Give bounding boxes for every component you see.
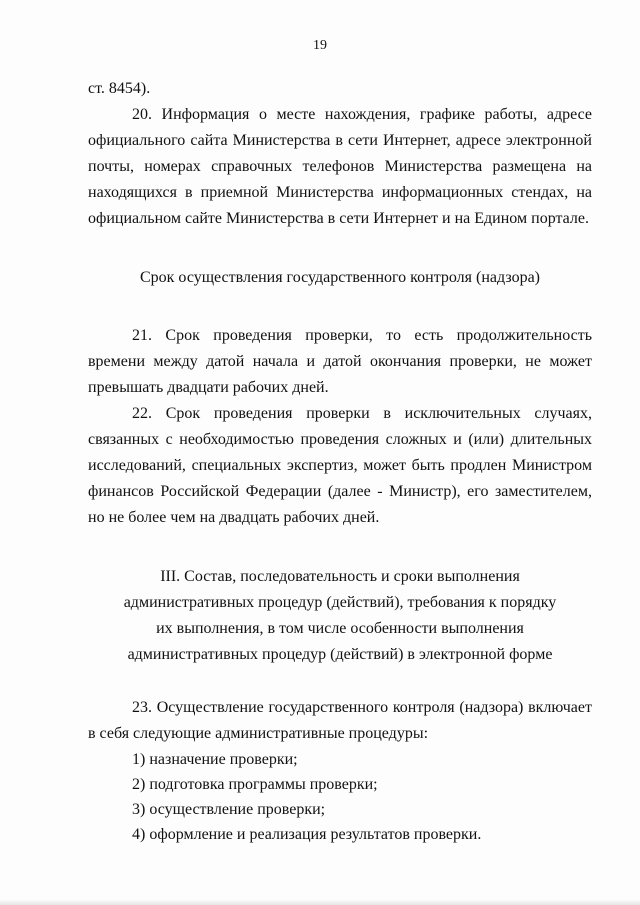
section-3-heading (88, 564, 592, 668)
paragraph-23: 23. Осуществление государственного контроля (надзора) включает в себя следующие административные процедуры: (88, 699, 592, 742)
page-content (88, 76, 592, 847)
heading-control-term: Срок осуществления государственного контроля (надзора) (139, 269, 541, 286)
paragraph-21: 21. Срок проведения проверки, то есть продолжительность времени между датой начала и датой окончания проверки, не может превышать двадцати рабочих дней. (88, 327, 592, 396)
section-3-heading-line: административных процедур (действий), требования к порядку (123, 594, 557, 611)
procedures-list (88, 747, 592, 847)
page-bottom-edge (0, 899, 640, 905)
section-3-heading-line: их выполнения, в том числе особенности выполнения (156, 620, 524, 637)
paragraph-continuation: ст. 8454). (88, 80, 151, 97)
list-item: 2) подготовка программы проверки; (132, 776, 378, 793)
paragraph-22: 22. Срок проведения проверки в исключительных случаях, связанных с необходимостью проведения сложных и (или) длительных исследований, специальных экспертиз, может быть продлен Министром финансов Российской Федерации (далее - Министр), его заместителем, но не более чем на двадцать рабочих дней. (88, 405, 592, 526)
page-number: 19 (313, 38, 327, 53)
list-item: 4) оформление и реализация результатов проверки. (132, 826, 482, 843)
list-item: 3) осуществление проверки; (132, 801, 326, 818)
section-3-heading-line: III. Состав, последовательность и сроки выполнения (160, 568, 520, 585)
section-3-heading-line: административных процедур (действий) в электронной форме (127, 646, 553, 663)
list-item: 1) назначение проверки; (132, 751, 298, 768)
paragraph-20: 20. Информация о месте нахождения, графике работы, адресе официального сайта Министерства в сети Интернет, адресе электронной почты, номерах справочных телефонов Министерства размещена на находящихся в приемной Министерства информационных стендах, на официальном сайте Министерства в сети Интернет и на Едином портале. (88, 106, 592, 227)
